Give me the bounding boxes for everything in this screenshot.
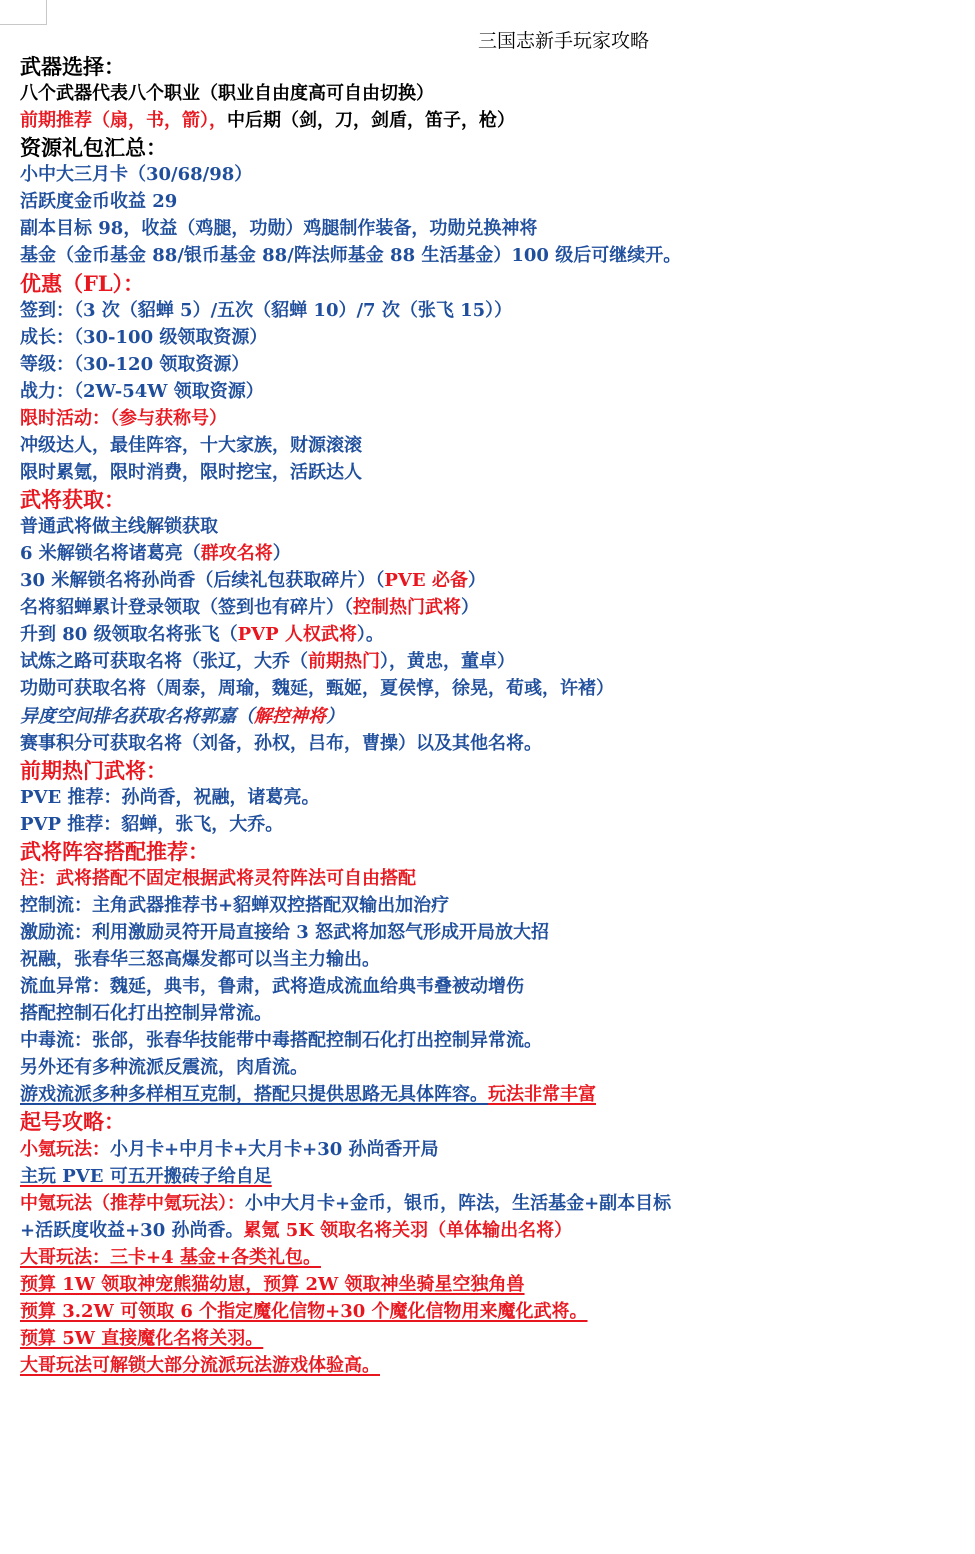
text-span: 签到：（3 次（貂蝉 5）/五次（貂蝉 10）/7 次（张飞 15）） [20, 299, 513, 321]
text-span: PVE 必备 [384, 570, 468, 592]
text-line [20, 459, 965, 486]
text-line [20, 215, 965, 242]
text-line [20, 242, 965, 269]
text-span: 小中大三月卡（30/68/98） [20, 164, 253, 186]
text-span: 战力：（2W-54W 领取资源） [20, 380, 264, 402]
text-span: 冲级达人，最佳阵容，十大家族，财源滚滚 [20, 434, 362, 456]
text-span: 功勋可获取名将（周泰，周瑜，魏延，甄姬，夏侯惇，徐晃，荀彧，许褚） [20, 678, 614, 700]
text-span: 预算 5W 直接魔化名将关羽。 [20, 1327, 264, 1349]
text-span: 小中大月卡+金币，银币，阵法，生活基金+副本目标 [245, 1192, 672, 1214]
text-line [20, 80, 965, 107]
text-span: 前期推荐（扇，书，箭）， [20, 110, 227, 132]
text-line [20, 297, 965, 324]
text-line [20, 865, 965, 892]
text-line [20, 324, 965, 351]
text-span: 另外还有多种流派反震流，肉盾流。 [20, 1057, 308, 1079]
text-line [20, 919, 965, 946]
text-span: 武将阵容搭配推荐： [20, 838, 209, 864]
text-line [20, 1271, 965, 1298]
text-span: 前期热门武将： [20, 757, 167, 783]
text-line [20, 703, 965, 730]
text-span: 中毒流：张郃，张春华技能带中毒搭配控制石化打出控制异常流。 [20, 1030, 542, 1052]
text-span: 祝融，张春华三怒高爆发都可以当主力输出。 [20, 949, 380, 971]
text-span: 累氪 5K 领取名将关羽（单体输出名将） [243, 1219, 573, 1241]
text-span: 小月卡+中月卡+大月卡+30 孙尚香开局 [110, 1138, 439, 1160]
text-line [20, 378, 965, 405]
text-span: 控制流：主角武器推荐书+貂蝉双控搭配双输出加治疗 [20, 894, 450, 916]
text-span: 预算 3.2W 可领取 6 个指定魔化信物+30 个魔化信物用来魔化武将。 [20, 1300, 588, 1322]
text-span: PVP 人权武将 [237, 624, 357, 646]
text-span: 主玩 PVE 可五开搬砖子给自足 [20, 1165, 272, 1187]
text-span: 名将貂蝉累计登录领取（签到也有碎片）（ [20, 597, 353, 619]
text-line [20, 188, 965, 215]
text-line [20, 405, 965, 432]
text-line [20, 567, 965, 594]
text-span: 流血异常：魏延，典韦，鲁肃，武将造成流血给典韦叠被动增伤 [20, 976, 524, 998]
text-span: 游戏流派多种多样相互克制，搭配只提供思路无具体阵容。 [20, 1084, 488, 1106]
text-span: 基金（金币基金 88/银币基金 88/阵法师基金 88 生活基金）100 级后可继续开。 [20, 245, 682, 267]
text-span: 小氪玩法： [20, 1138, 110, 1160]
text-span: 限时累氪，限时消费，限时挖宝，活跃达人 [20, 461, 362, 483]
text-line [20, 1244, 965, 1271]
text-span: 赛事积分可获取名将（刘备，孙权，吕布，曹操）以及其他名将。 [20, 732, 542, 754]
text-span: 升到 80 级领取名将张飞（ [20, 624, 238, 646]
text-span: 搭配控制石化打出控制异常流。 [20, 1003, 272, 1025]
text-line [20, 351, 965, 378]
text-span: 八个武器代表八个职业（职业自由度高可自由切换） [20, 83, 434, 105]
text-span: ） [272, 543, 291, 565]
text-span: 起号攻略： [20, 1109, 125, 1135]
page-corner-mark [0, 0, 47, 25]
text-line [20, 1352, 965, 1379]
text-span: 大哥玩法：三卡+4 基金+各类礼包。 [20, 1246, 321, 1268]
text-span: ） [461, 597, 479, 619]
text-span: 30 米解锁名将孙尚香（后续礼包获取碎片）（ [20, 570, 385, 592]
text-span: 群攻名将 [200, 543, 273, 565]
section-heading [20, 1108, 965, 1135]
text-span: 玩法非常丰富 [488, 1084, 596, 1106]
text-line [20, 107, 965, 134]
text-line [20, 432, 965, 459]
text-line [20, 973, 965, 1000]
text-span: 预算 1W 领取神宠熊猫幼崽，预算 2W 领取神坐骑星空独角兽 [20, 1273, 525, 1295]
text-span: 前期热门 [308, 651, 380, 673]
text-span: 成长：（30-100 级领取资源） [20, 326, 268, 348]
text-line [20, 1000, 965, 1027]
text-span: ），黄忠，董卓） [380, 651, 515, 673]
text-line [20, 1325, 965, 1352]
text-line [20, 1163, 965, 1190]
text-line [20, 730, 965, 757]
text-line [20, 540, 965, 567]
text-line [20, 1027, 965, 1054]
text-line [20, 513, 965, 540]
section-heading [20, 134, 965, 161]
text-span: 等级：（30-120 领取资源） [20, 353, 250, 375]
text-span: 激励流：利用激励灵符开局直接给 3 怒武将加怒气形成开局放大招 [20, 922, 550, 943]
text-span: 大哥玩法可解锁大部分流派玩法游戏体验高。 [20, 1355, 380, 1376]
text-span: 6 米解锁名将诸葛亮（ [20, 543, 201, 565]
text-span: 异度空间排名获取名将郭嘉（ [20, 705, 254, 727]
text-line [20, 784, 965, 811]
text-span: 试炼之路可获取名将（张辽，大乔（ [20, 651, 308, 673]
text-line [20, 811, 965, 838]
text-span: PVP 推荐：貂蝉，张飞，大乔。 [20, 813, 284, 835]
text-line [20, 648, 965, 675]
text-line [20, 161, 965, 188]
text-span: PVE 推荐：孙尚香，祝融，诸葛亮。 [20, 786, 320, 808]
section-heading [20, 838, 965, 865]
text-span: 注：武将搭配不固定根据武将灵符阵法可自由搭配 [20, 867, 416, 889]
text-span: 中后期（剑，刀，剑盾，笛子，枪） [227, 110, 515, 132]
text-line [20, 1136, 965, 1163]
text-span: 武器选择： [20, 54, 125, 79]
text-span: 活跃度金币收益 29 [20, 191, 178, 213]
text-span: 武将获取： [20, 487, 125, 512]
text-line [20, 594, 965, 621]
document-title: 三国志新手玩家攻略 [478, 30, 650, 52]
document-body [20, 53, 965, 1379]
text-span: +活跃度收益+30 孙尚香。 [20, 1219, 244, 1241]
text-line [20, 1190, 965, 1217]
text-line [20, 621, 965, 648]
text-span: 限时活动：（参与获称号） [20, 407, 227, 429]
text-span: 普通武将做主线解锁获取 [20, 516, 218, 538]
section-heading [20, 53, 965, 80]
text-span: 中氪玩法（推荐中氪玩法）： [20, 1192, 245, 1214]
section-heading [20, 486, 965, 513]
section-heading [20, 757, 965, 784]
text-line [20, 1217, 965, 1244]
text-span: ）。 [356, 624, 384, 646]
text-span: ） [467, 570, 486, 592]
text-line [20, 675, 965, 702]
text-line [20, 946, 965, 973]
text-line [20, 1054, 965, 1081]
section-heading [20, 270, 965, 297]
text-span: 控制热门武将 [353, 597, 461, 619]
text-span: 解控神将 [254, 705, 326, 727]
text-span: 优惠（FL）： [20, 270, 145, 296]
text-span: 副本目标 98，收益（鸡腿，功勋）鸡腿制作装备，功勋兑换神将 [20, 218, 538, 240]
text-span: ） [326, 705, 344, 727]
text-line [20, 1298, 965, 1325]
text-line [20, 1081, 965, 1108]
text-line [20, 892, 965, 919]
text-span: 资源礼包汇总： [20, 135, 167, 161]
